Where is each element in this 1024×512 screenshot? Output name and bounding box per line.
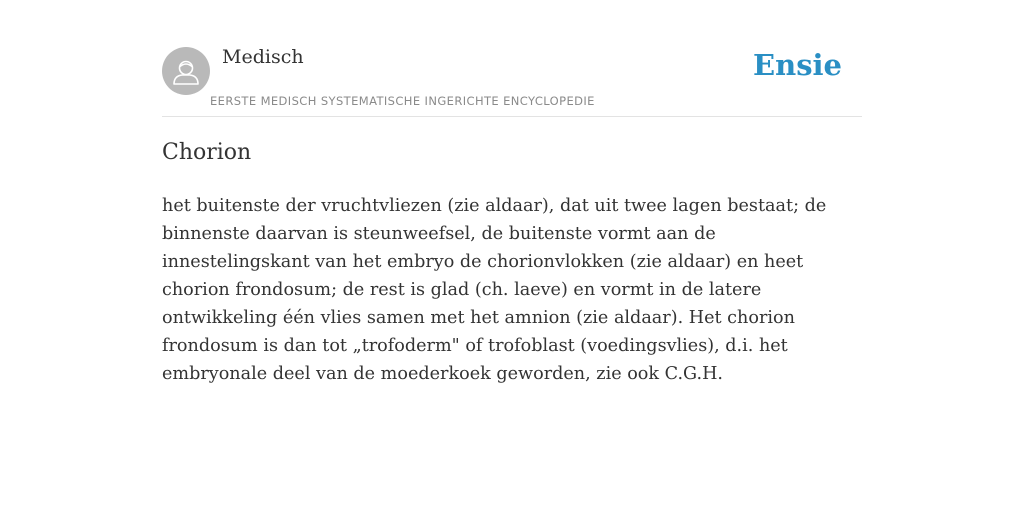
brand-logo-link[interactable]: Ensie [753,48,842,82]
user-silhouette-icon[interactable] [162,47,210,95]
entry-title: Chorion [162,140,252,165]
page [162,0,862,384]
source-subtitle: EERSTE MEDISCH SYSTEMATISCHE INGERICHTE ENCYCLOPEDIE [210,94,595,108]
source-header [162,0,862,117]
entry-body: het buitenste der vruchtvliezen (zie aldaar), dat uit twee lagen bestaat; de binnenste daarvan is steunweefsel, de buitenste vormt aan de innestelingskant van het embryo de chorionvlokken (zie aldaar) en heet chorion frondosum; de rest is glad (ch. laeve) en vormt in de latere ontwikkeling één vlies samen met het amnion (zie aldaar). Het chorion frondosum is dan tot „trofoderm" of trofoblast (voedingsvlies), d.i. het embryonale deel van de moederkoek geworden, zie ook C.G.H. [162,196,827,384]
source-name-link[interactable]: Medisch [222,46,304,68]
